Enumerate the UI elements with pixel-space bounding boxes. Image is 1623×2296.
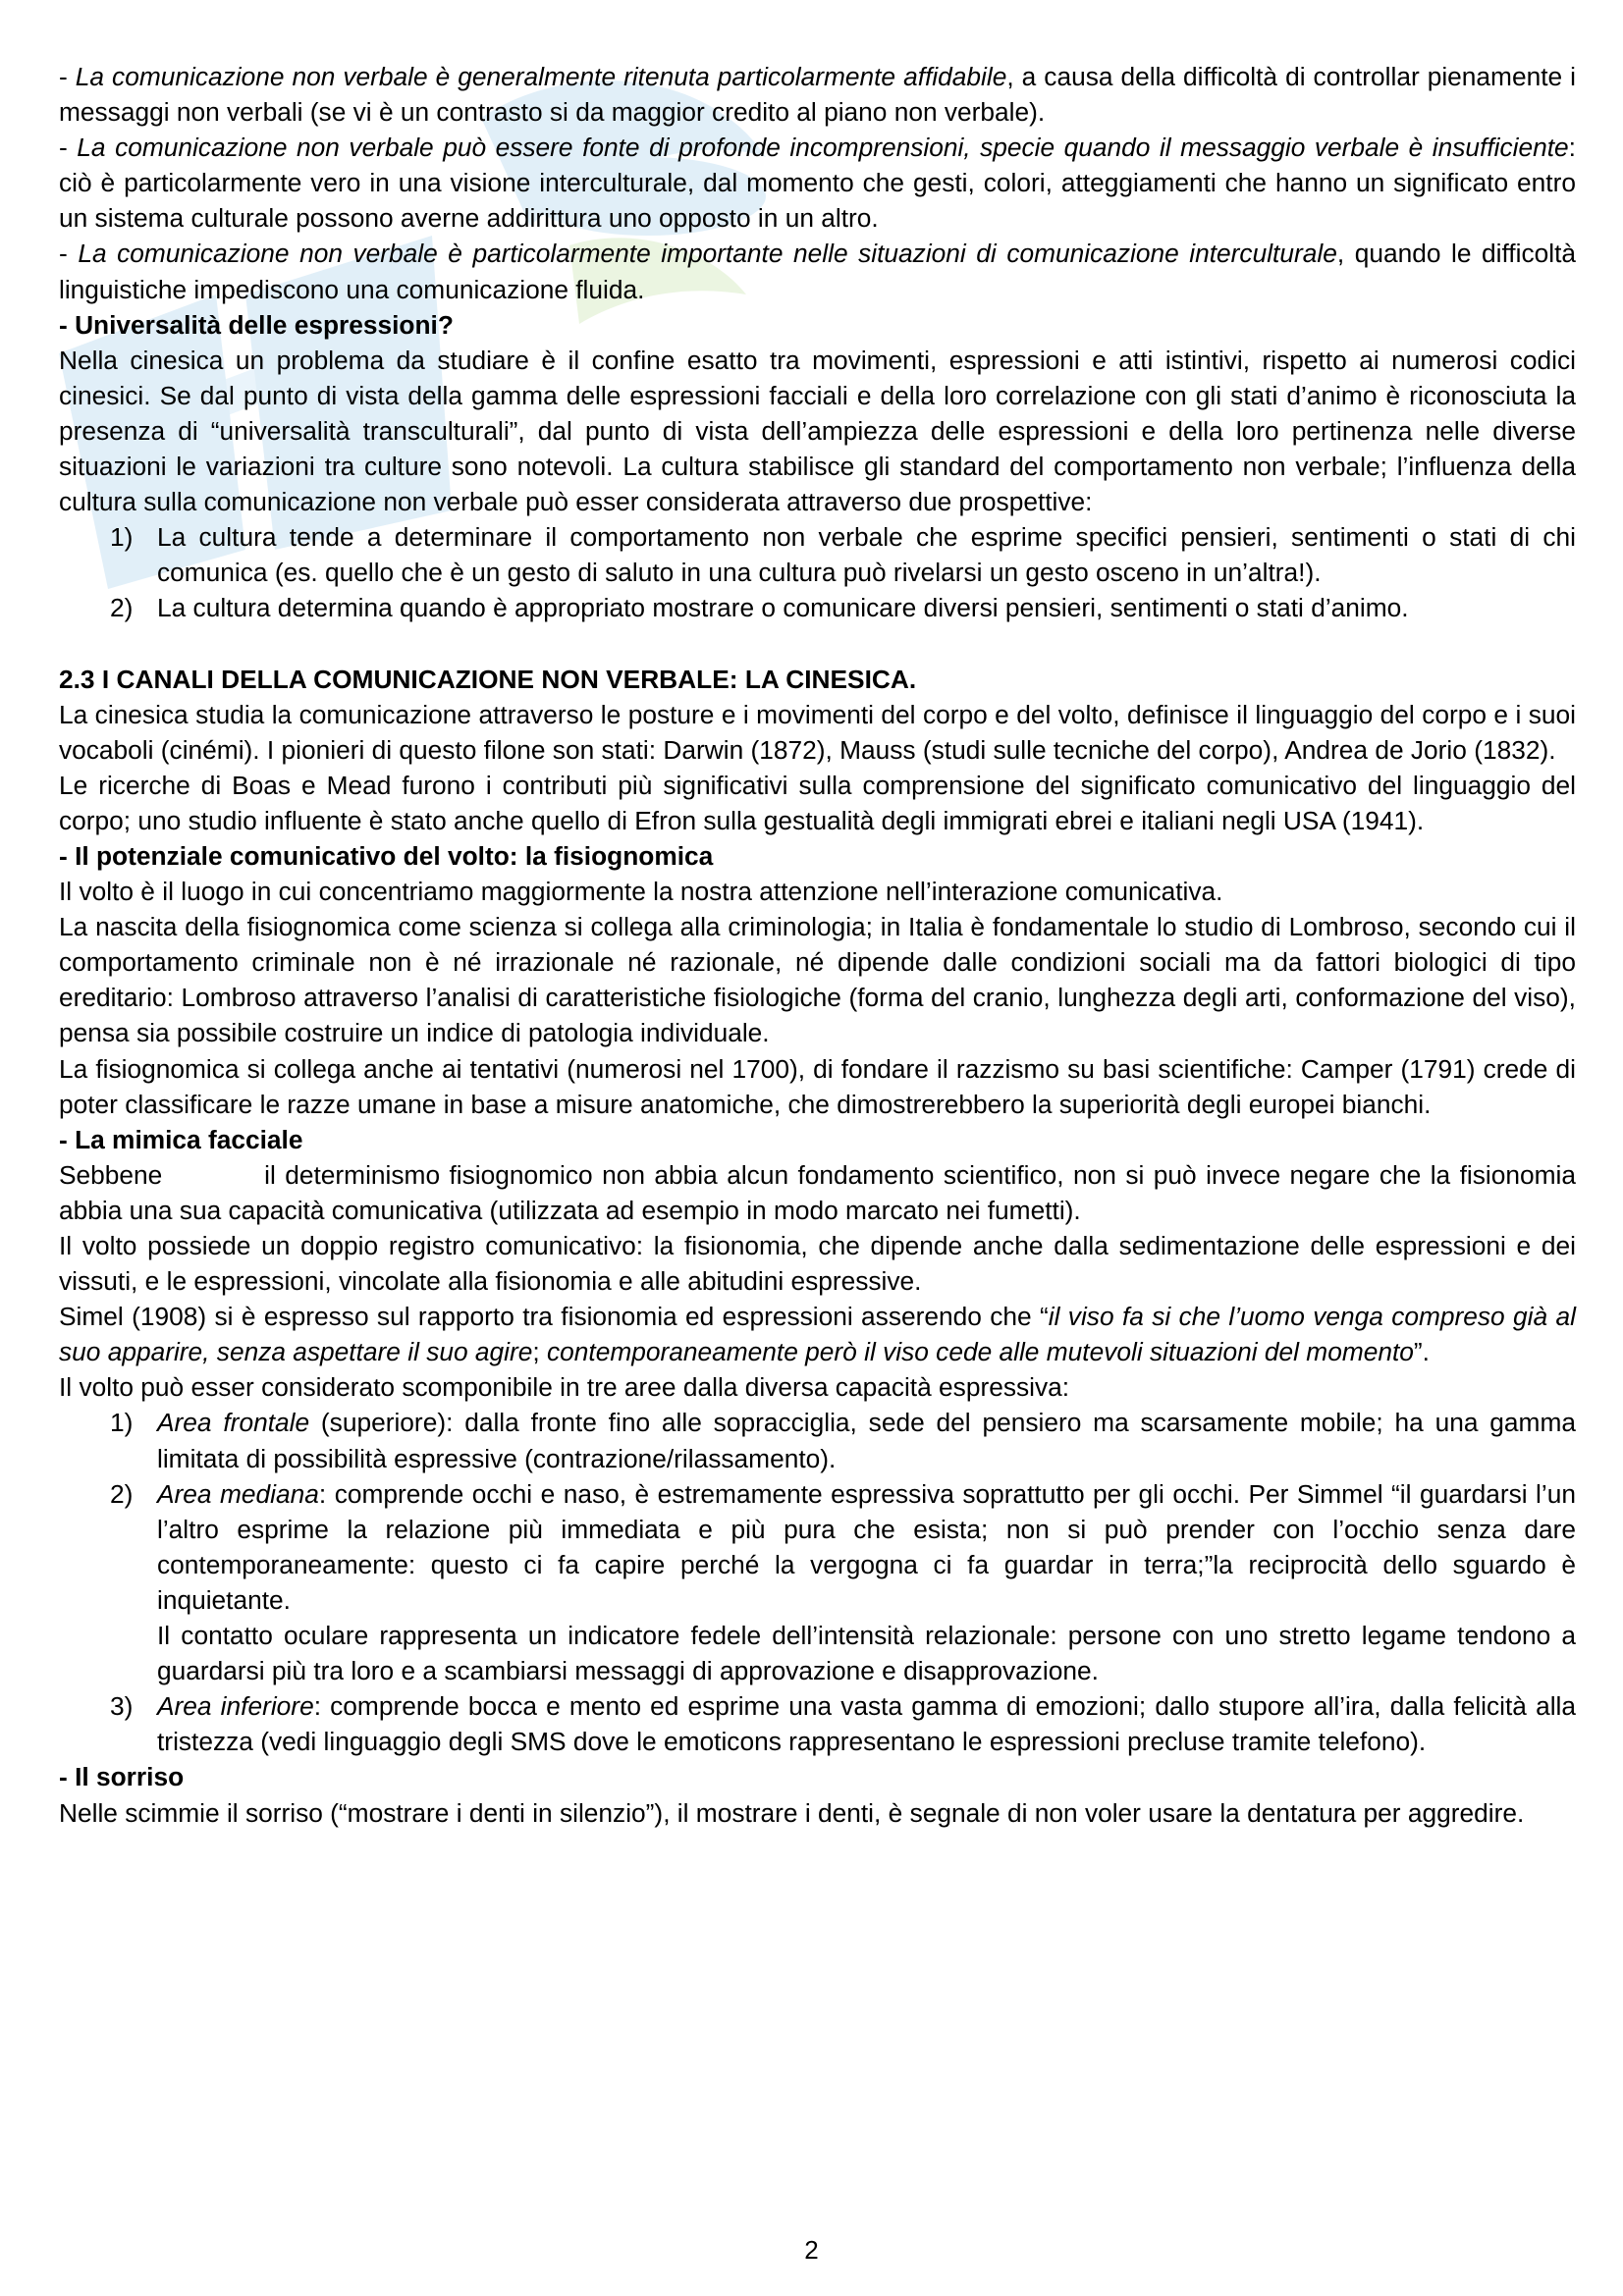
paragraph: La cinesica studia la comunicazione attraverso le posture e i movimenti del corpo e del volto, definisce il linguaggio del corpo e i suoi vocaboli (cinémi). I pionieri di questo filone son stati: Darwin (1872), Mauss (studi sulle tecniche del corpo), Andrea de Jorio (1832).	[59, 699, 1576, 765]
page-number: 2	[804, 2235, 819, 2265]
subsection-heading: - Il potenziale comunicativo del volto: la fisiognomica	[59, 840, 714, 871]
list-item-number: 2)	[110, 1478, 134, 1509]
subsection-heading: - La mimica facciale	[59, 1124, 303, 1154]
paragraph: Nelle scimmie il sorriso (“mostrare i denti in silenzio”), il mostrare i denti, è segnale di non voler usare la dentatura per aggredire.	[59, 1797, 1525, 1828]
section-heading: 2.3 I CANALI DELLA COMUNICAZIONE NON VERBALE: LA CINESICA.	[59, 664, 917, 694]
numbered-list-item	[59, 1688, 1576, 1759]
numbered-list-item	[59, 519, 1576, 590]
list-item-text: La cultura tende a determinare il comportamento non verbale che esprime specifici pensieri, sentimenti o stati di chi comunica (es. quello che è un gesto di saluto in una cultura può rivelarsi un gesto osceno in un’altra!).	[157, 522, 1576, 588]
subsection-heading: - Il sorriso	[59, 1762, 185, 1792]
list-item-text: La cultura determina quando è appropriato mostrare o comunicare diversi pensieri, sentimenti o stati d’animo.	[157, 593, 1409, 623]
list-item-number: 3)	[110, 1691, 134, 1722]
numbered-list-item	[59, 590, 1576, 625]
paragraph: Il volto può esser considerato scomponibile in tre aree dalla diversa capacità espressiva:	[59, 1372, 1070, 1403]
paragraph-spacer	[59, 626, 1576, 662]
list-item-number: 1)	[110, 522, 134, 553]
numbered-list-item	[59, 1476, 1576, 1618]
paragraph: La nascita della fisiognomica come scienza si collega alla criminologia; in Italia è fondamentale lo studio di Lombroso, secondo cui il comportamento criminale non è né irrazionale né razionale, né dipende dalle condizioni sociali ma da fattori biologici di tipo ereditario: Lombroso attraverso l’analisi di caratteristiche fisiologiche (forma del cranio, lunghezza degli arti, conformazione del viso), pensa sia possibile costruire un indice di patologia individuale.	[59, 912, 1576, 1048]
subsection-heading: - Universalità delle espressioni?	[59, 309, 454, 340]
paragraph: La fisiognomica si collega anche ai tentativi (numerosi nel 1700), di fondare il razzismo su basi scientifiche: Camper (1791) crede di poter classificare le razze umane in base a misure anatomiche, che dimostrerebbero la superiorità degli europei bianchi.	[59, 1053, 1576, 1119]
list-item-number: 1)	[110, 1408, 134, 1438]
document-body	[59, 59, 1576, 1831]
paragraph: - La comunicazione non verbale può essere fonte di profonde incomprensioni, specie quando il messaggio verbale è insufficiente: ciò è particolarmente vero in una visione interculturale, dal momento che gesti, colori, atteggiamenti che hanno un significato entro un sistema culturale possono averne addirittura uno opposto in un altro.	[59, 133, 1576, 234]
paragraph: - La comunicazione non verbale è particolarmente importante nelle situazioni di comunicazione interculturale, quando le difficoltà linguistiche impediscono una comunicazione fluida.	[59, 239, 1576, 304]
list-item-text: Area inferiore: comprende bocca e mento ed esprime una vasta gamma di emozioni; dallo stupore all’ira, dalla felicità alla tristezza (vedi linguaggio degli SMS dove le emoticons rappresentano le espressioni precluse tramite telefono).	[157, 1691, 1577, 1757]
list-item-number: 2)	[110, 593, 134, 623]
list-item-text: Area frontale (superiore): dalla fronte fino alle sopracciglia, sede del pensiero ma scarsamente mobile; ha una gamma limitata di possibilità espressive (contrazione/rilassamento).	[157, 1408, 1576, 1473]
paragraph: Simel (1908) si è espresso sul rapporto tra fisionomia ed espressioni asserendo che “il viso fa si che l’uomo venga compreso già al suo apparire, senza aspettare il suo agire; contemporaneamente però il viso cede alle mutevoli situazioni del momento”.	[59, 1302, 1576, 1367]
list-item-text: Area mediana: comprende occhi e naso, è estremamente espressiva soprattutto per gli occhi. Per Simmel “il guardarsi l’un l’altro esprime la relazione più immediata e più pura che esista; non si può prender con l’occhio senza dare contemporaneamente: questo ci fa capire perché la vergogna ci fa guardar in terra;”la reciprocità dello sguardo è inquietante.	[157, 1478, 1576, 1615]
list-item-continuation	[59, 1618, 1576, 1688]
numbered-list-item	[59, 1405, 1576, 1475]
paragraph: Le ricerche di Boas e Mead furono i contributi più significativi sulla comprensione del significato comunicativo del linguaggio del corpo; uno studio influente è stato anche quello di Efron sulla gestualità degli immigrati ebrei e italiani negli USA (1941).	[59, 770, 1576, 835]
list-item-text: Il contatto oculare rappresenta un indicatore fedele dell’intensità relazionale: persone con uno stretto legame tendono a guardarsi più tra loro e a scambiarsi messaggi di approvazione e disapprovazione.	[157, 1621, 1576, 1686]
paragraph: Sebbene il determinismo fisiognomico non abbia alcun fondamento scientifico, non si può invece negare che la fisionomia abbia una sua capacità comunicativa (utilizzata ad esempio in modo marcato nei fumetti).	[59, 1159, 1576, 1225]
paragraph: Il volto possiede un doppio registro comunicativo: la fisionomia, che dipende anche dalla sedimentazione delle espressioni e dei vissuti, e le espressioni, vincolate alla fisionomia e alle abitudini espressive.	[59, 1231, 1576, 1297]
paragraph: - La comunicazione non verbale è generalmente ritenuta particolarmente affidabile, a causa della difficoltà di controllar pienamente i messaggi non verbali (se vi è un contrasto si da maggior credito al piano non verbale).	[59, 62, 1577, 128]
paragraph: Nella cinesica un problema da studiare è il confine esatto tra movimenti, espressioni e atti istintivi, rispetto ai numerosi codici cinesici. Se dal punto di vista della gamma delle espressioni facciali e della loro correlazione con gli stati d’animo è riconosciuta la presenza di “universalità transculturali”, dal punto di vista dell’ampiezza delle espressioni e della loro pertinenza nelle diverse situazioni le variazioni tra culture sono notevoli. La cultura stabilisce gli standard del comportamento non verbale; l’influenza della cultura sulla comunicazione non verbale può esser considerata attraverso due prospettive:	[59, 345, 1576, 517]
paragraph: Il volto è il luogo in cui concentriamo maggiormente la nostra attenzione nell’interazione comunicativa.	[59, 877, 1223, 907]
